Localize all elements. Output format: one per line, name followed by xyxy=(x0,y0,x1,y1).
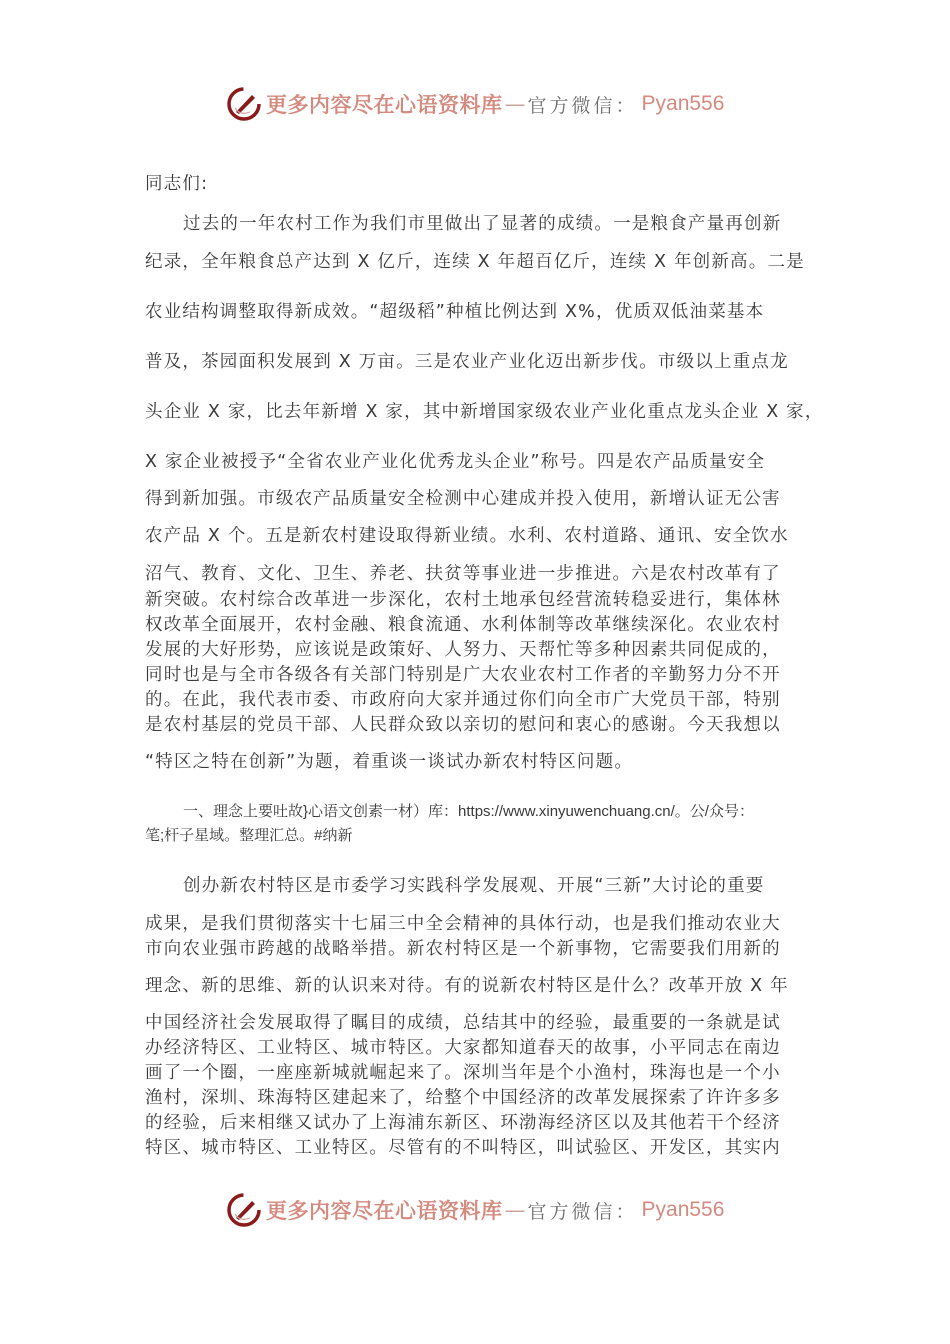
paragraph-line: X 家企业被授予“全省农业产业化优秀龙头企业”称号。四是农产品质量安全 xyxy=(145,452,766,472)
paragraph-line: 成果，是我们贯彻落实十七届三中全会精神的具体行动，也是我们推动农业大 xyxy=(145,914,781,934)
paragraph-line: 沼气、教育、文化、卫生、养老、扶贫等事业进一步推进。六是农村改革有了 xyxy=(145,564,781,584)
header-banner xyxy=(226,84,726,124)
banner-title: 更多内容尽在心语资料库 xyxy=(266,92,503,117)
quill-pen-logo-icon xyxy=(226,86,262,122)
paragraph-line: 市向农业强市跨越的战略举措。新农村特区是一个新事物，它需要我们用新的 xyxy=(145,939,781,959)
banner-wechat-label: 官方微信： xyxy=(527,94,638,117)
paragraph-line: 同时也是与全市各级各有关部门特别是广大农业农村工作者的辛勤努力分不开 xyxy=(145,665,781,685)
paragraph-line: “特区之特在创新”为题，着重谈一谈试办新农村特区问题。 xyxy=(145,752,634,772)
quill-pen-logo-icon xyxy=(226,1192,262,1228)
banner-dash: — xyxy=(504,1198,526,1222)
banner-wechat-label: 官方微信： xyxy=(527,1200,638,1223)
paragraph-line: 头企业 X 家，比去年新增 X 家，其中新增国家级农业产业化重点龙头企业 X 家， xyxy=(145,402,824,422)
paragraph-line: 纪录，全年粮食总产达到 X 亿斤，连续 X 年超百亿斤，连续 X 年创新高。二是 xyxy=(145,252,805,272)
section-heading: 一、理念上要吐故}心语文创素一材）库：https://www.xinyuwenchuang.cn/。公/众号： xyxy=(183,803,754,820)
paragraph-line: 农业结构调整取得新成效。“超级稻”种植比例达到 X%，优质双低油菜基本 xyxy=(145,302,765,322)
section-heading-cont: 笔;杆子星域。整理汇总。#纳新 xyxy=(145,827,353,844)
paragraph-line: 渔村，深圳、珠海特区建起来了，给整个中国经济的改革发展探索了许许多多 xyxy=(145,1088,781,1108)
paragraph-line: 办经济特区、工业特区、城市特区。大家都知道春天的故事，小平同志在南边 xyxy=(145,1038,781,1058)
banner-title: 更多内容尽在心语资料库 xyxy=(266,1198,503,1223)
paragraph-line: 是农村基层的党员干部、人民群众致以亲切的慰问和衷心的感谢。今天我想以 xyxy=(145,715,781,735)
paragraph-line: 普及，茶园面积发展到 X 万亩。三是农业产业化迈出新步伐。市级以上重点龙 xyxy=(145,352,789,372)
paragraph-line: 中国经济社会发展取得了瞩目的成绩，总结其中的经验，最重要的一条就是试 xyxy=(145,1013,781,1033)
paragraph-line: 的。在此，我代表市委、市政府向大家并通过你们向全市广大党员干部，特别 xyxy=(145,690,781,710)
paragraph-line: 新突破。农村综合改革进一步深化，农村土地承包经营流转稳妥进行，集体林 xyxy=(145,590,781,610)
banner-wechat-id: Pyan556 xyxy=(641,92,725,115)
paragraph-line: 权改革全面展开，农村金融、粮食流通、水利体制等改革继续深化。农业农村 xyxy=(145,615,781,635)
paragraph-line: 画了一个圈，一座座新城就崛起来了。深圳当年是个小渔村，珠海也是一个小 xyxy=(145,1063,781,1083)
banner-wechat-id: Pyan556 xyxy=(641,1198,725,1221)
paragraph-line: 过去的一年农村工作为我们市里做出了显著的成绩。一是粮食产量再创新 xyxy=(183,214,782,234)
paragraph-line: 理念、新的思维、新的认识来对待。有的说新农村特区是什么？改革开放 X 年 xyxy=(145,976,789,996)
banner-dash: — xyxy=(504,92,526,116)
paragraph-line: 得到新加强。市级农产品质量安全检测中心建成并投入使用，新增认证无公害 xyxy=(145,489,781,509)
paragraph-line: 农产品 X 个。五是新农村建设取得新业绩。水利、农村道路、通讯、安全饮水 xyxy=(145,526,789,546)
paragraph-line: 的经验，后来相继又试办了上海浦东新区、环渤海经济区以及其他若干个经济 xyxy=(145,1113,781,1133)
salutation: 同志们: xyxy=(145,174,209,194)
footer-banner xyxy=(226,1190,726,1230)
paragraph-line: 创办新农村特区是市委学习实践科学发展观、开展“三新”大讨论的重要 xyxy=(183,876,765,896)
paragraph-line: 发展的大好形势，应该说是政策好、人努力、天帮忙等多种因素共同促成的， xyxy=(145,640,781,660)
paragraph-line: 特区、城市特区、工业特区。尽管有的不叫特区，叫试验区、开发区，其实内 xyxy=(145,1138,781,1158)
